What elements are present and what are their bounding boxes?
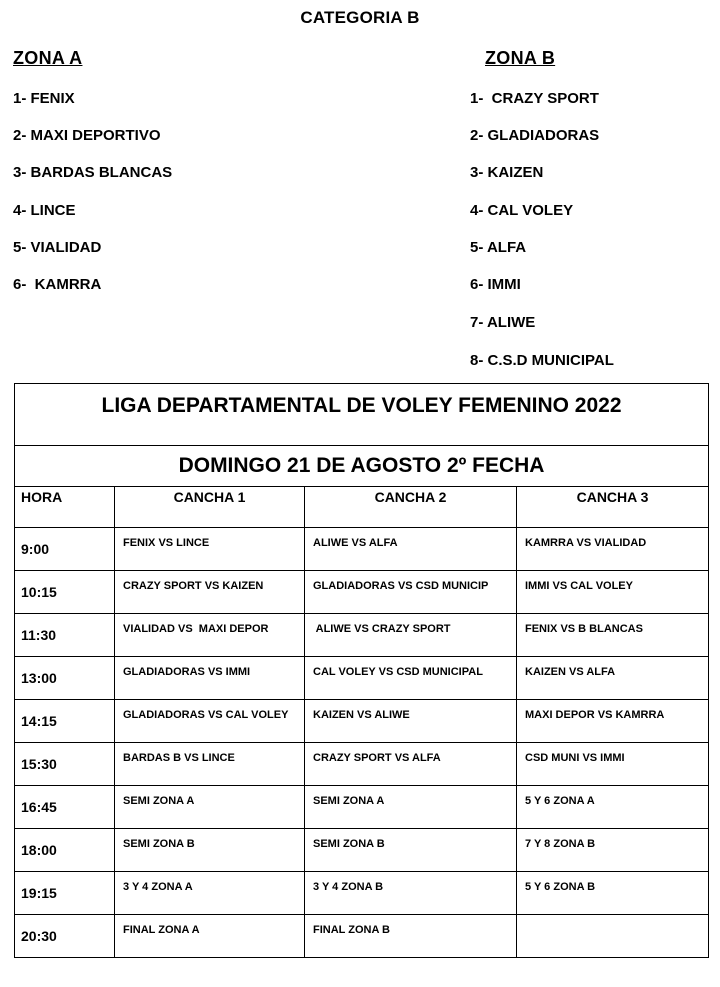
match-cell: FENIX VS B BLANCAS bbox=[517, 614, 709, 657]
table-row bbox=[15, 700, 709, 743]
match-cell: SEMI ZONA A bbox=[305, 786, 517, 829]
zona-b-team: 8- C.S.D MUNICIPAL bbox=[470, 352, 614, 369]
zona-b-team: 6- IMMI bbox=[470, 276, 521, 293]
time-cell: 19:15 bbox=[15, 872, 115, 915]
header-cancha-1: CANCHA 1 bbox=[115, 487, 305, 528]
table-row bbox=[15, 528, 709, 571]
table-row bbox=[15, 915, 709, 958]
match-cell: FINAL ZONA B bbox=[305, 915, 517, 958]
match-cell: GLADIADORAS VS CAL VOLEY bbox=[115, 700, 305, 743]
header-hora: HORA bbox=[15, 487, 115, 528]
table-row bbox=[15, 657, 709, 700]
zona-b-heading: ZONA B bbox=[485, 48, 556, 68]
match-cell: VIALIDAD VS MAXI DEPOR bbox=[115, 614, 305, 657]
zona-a-team: 5- VIALIDAD bbox=[13, 239, 102, 256]
match-cell: CRAZY SPORT VS KAIZEN bbox=[115, 571, 305, 614]
match-cell: SEMI ZONA A bbox=[115, 786, 305, 829]
match-cell: CRAZY SPORT VS ALFA bbox=[305, 743, 517, 786]
match-cell: 3 Y 4 ZONA B bbox=[305, 872, 517, 915]
match-cell: IMMI VS CAL VOLEY bbox=[517, 571, 709, 614]
match-cell: MAXI DEPOR VS KAMRRA bbox=[517, 700, 709, 743]
zona-b-team: 7- ALIWE bbox=[470, 314, 536, 331]
league-title: LIGA DEPARTAMENTAL DE VOLEY FEMENINO 2022 bbox=[15, 384, 709, 446]
schedule-header-row bbox=[15, 487, 709, 528]
match-cell: 3 Y 4 ZONA A bbox=[115, 872, 305, 915]
match-cell: ALIWE VS ALFA bbox=[305, 528, 517, 571]
match-cell: KAMRRA VS VIALIDAD bbox=[517, 528, 709, 571]
zona-a-team: 2- MAXI DEPORTIVO bbox=[13, 127, 161, 144]
table-row bbox=[15, 571, 709, 614]
match-cell bbox=[517, 915, 709, 958]
table-row bbox=[15, 614, 709, 657]
time-cell: 10:15 bbox=[15, 571, 115, 614]
zona-a-team: 1- FENIX bbox=[13, 90, 75, 107]
match-cell: KAIZEN VS ALIWE bbox=[305, 700, 517, 743]
match-cell: SEMI ZONA B bbox=[115, 829, 305, 872]
match-cell: SEMI ZONA B bbox=[305, 829, 517, 872]
match-cell: FINAL ZONA A bbox=[115, 915, 305, 958]
zona-a-heading: ZONA A bbox=[13, 48, 83, 68]
match-cell: 5 Y 6 ZONA A bbox=[517, 786, 709, 829]
time-cell: 16:45 bbox=[15, 786, 115, 829]
header-cancha-3: CANCHA 3 bbox=[517, 487, 709, 528]
time-cell: 11:30 bbox=[15, 614, 115, 657]
time-cell: 9:00 bbox=[15, 528, 115, 571]
time-cell: 15:30 bbox=[15, 743, 115, 786]
time-cell: 18:00 bbox=[15, 829, 115, 872]
schedule-table bbox=[14, 383, 709, 958]
zona-a-team: 6- KAMRRA bbox=[13, 276, 102, 293]
match-cell: GLADIADORAS VS IMMI bbox=[115, 657, 305, 700]
match-cell: BARDAS B VS LINCE bbox=[115, 743, 305, 786]
zona-b-team: 2- GLADIADORAS bbox=[470, 127, 600, 144]
zona-b-team: 3- KAIZEN bbox=[470, 164, 544, 181]
match-cell: FENIX VS LINCE bbox=[115, 528, 305, 571]
time-cell: 14:15 bbox=[15, 700, 115, 743]
page-title: CATEGORIA B bbox=[300, 8, 420, 27]
zona-b-team: 4- CAL VOLEY bbox=[470, 202, 574, 219]
time-cell: 13:00 bbox=[15, 657, 115, 700]
table-row bbox=[15, 743, 709, 786]
match-cell: 5 Y 6 ZONA B bbox=[517, 872, 709, 915]
table-row bbox=[15, 786, 709, 829]
match-cell: CAL VOLEY VS CSD MUNICIPAL bbox=[305, 657, 517, 700]
date-title: DOMINGO 21 DE AGOSTO 2º FECHA bbox=[15, 446, 709, 487]
match-cell: GLADIADORAS VS CSD MUNICIP bbox=[305, 571, 517, 614]
zona-b-team: 1- CRAZY SPORT bbox=[470, 90, 599, 107]
match-cell: KAIZEN VS ALFA bbox=[517, 657, 709, 700]
match-cell: CSD MUNI VS IMMI bbox=[517, 743, 709, 786]
table-row bbox=[15, 872, 709, 915]
table-row bbox=[15, 829, 709, 872]
time-cell: 20:30 bbox=[15, 915, 115, 958]
zona-a-team: 4- LINCE bbox=[13, 202, 76, 219]
match-cell: ALIWE VS CRAZY SPORT bbox=[305, 614, 517, 657]
header-cancha-2: CANCHA 2 bbox=[305, 487, 517, 528]
zona-b-team: 5- ALFA bbox=[470, 239, 527, 256]
zona-a-team: 3- BARDAS BLANCAS bbox=[13, 164, 173, 181]
match-cell: 7 Y 8 ZONA B bbox=[517, 829, 709, 872]
